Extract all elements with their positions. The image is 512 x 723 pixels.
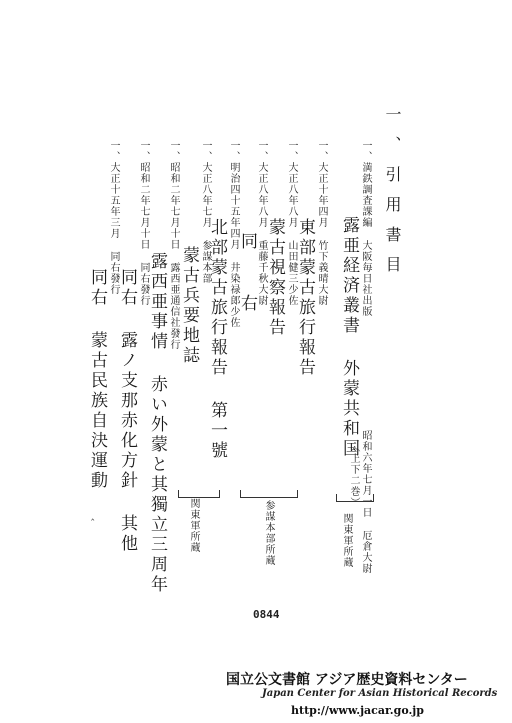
entry-note-1: 関東軍所蔵 xyxy=(341,513,352,568)
entry-meta-5: 一、明治四十五年四月 井染禄郎少佐 xyxy=(228,140,239,328)
entry-title-4: 同 xyxy=(237,232,257,252)
entry-note-4: 参謀本部所蔵 xyxy=(263,500,274,566)
entry-meta-2: 一、大正十年四月 竹下義晴大尉 xyxy=(316,140,327,306)
entry-volume-1: （上下二巻） xyxy=(348,442,359,508)
entry-title-1: 露亜経済叢書 外蒙共和国 xyxy=(339,216,359,459)
footer-english-name: Japan Center for Asian Historical Records xyxy=(262,688,498,699)
entry-date-author-1: 昭和六年七月一日 厄倉大尉 xyxy=(360,430,371,574)
entry-meta-7: 一、昭和二年七月十日 露西亜通信社發行 xyxy=(168,140,179,350)
entry-title-2: 東部蒙古旅行報告 xyxy=(295,218,315,378)
entry-meta-9: 一、大正十五年三月 同右發行 xyxy=(108,140,119,295)
bracket-mark xyxy=(336,494,374,502)
entry-note-6: 関東軍所蔵 xyxy=(188,498,199,553)
footer-org-name: 国立公文書館 アジア歴史資料センター xyxy=(226,672,468,688)
entry-meta-4: 一、大正八年八月 重藤千秋大尉 xyxy=(256,140,267,306)
entry-title-7: 露西亜事情 赤い外蒙と其獨立三周年 xyxy=(147,252,167,595)
bracket-mark xyxy=(240,490,298,498)
entry-title-5: 北部蒙古旅行報告 第一號 xyxy=(207,218,227,461)
entry-meta-3: 一、大正八年八月 山田健三少佐 xyxy=(286,140,297,306)
page-number: 0844 xyxy=(253,608,280,621)
entry-title-9: 同右 蒙古民族自決運動 xyxy=(87,268,107,491)
entry-sub-4: 右 xyxy=(237,294,257,314)
stray-mark: ‸ xyxy=(91,510,95,521)
bracket-mark xyxy=(178,490,220,498)
entry-title-8: 同右 露ノ支那赤化方針 其他 xyxy=(117,268,137,554)
entry-title-6: 蒙古兵要地誌 xyxy=(179,246,199,366)
entry-title-3: 蒙古視察報告 xyxy=(265,218,285,338)
document-heading: 一、引用書目 xyxy=(383,106,402,286)
entry-meta-6: 一、大正八年七月 参謀本部 xyxy=(200,140,211,284)
footer-url: http://www.jacar.go.jp xyxy=(291,704,424,717)
entry-meta-1: 一、満鉄調査課編 大阪毎日社出版 xyxy=(360,140,371,317)
entry-meta-8: 一、昭和二年七月十日 同右發行 xyxy=(138,140,149,306)
